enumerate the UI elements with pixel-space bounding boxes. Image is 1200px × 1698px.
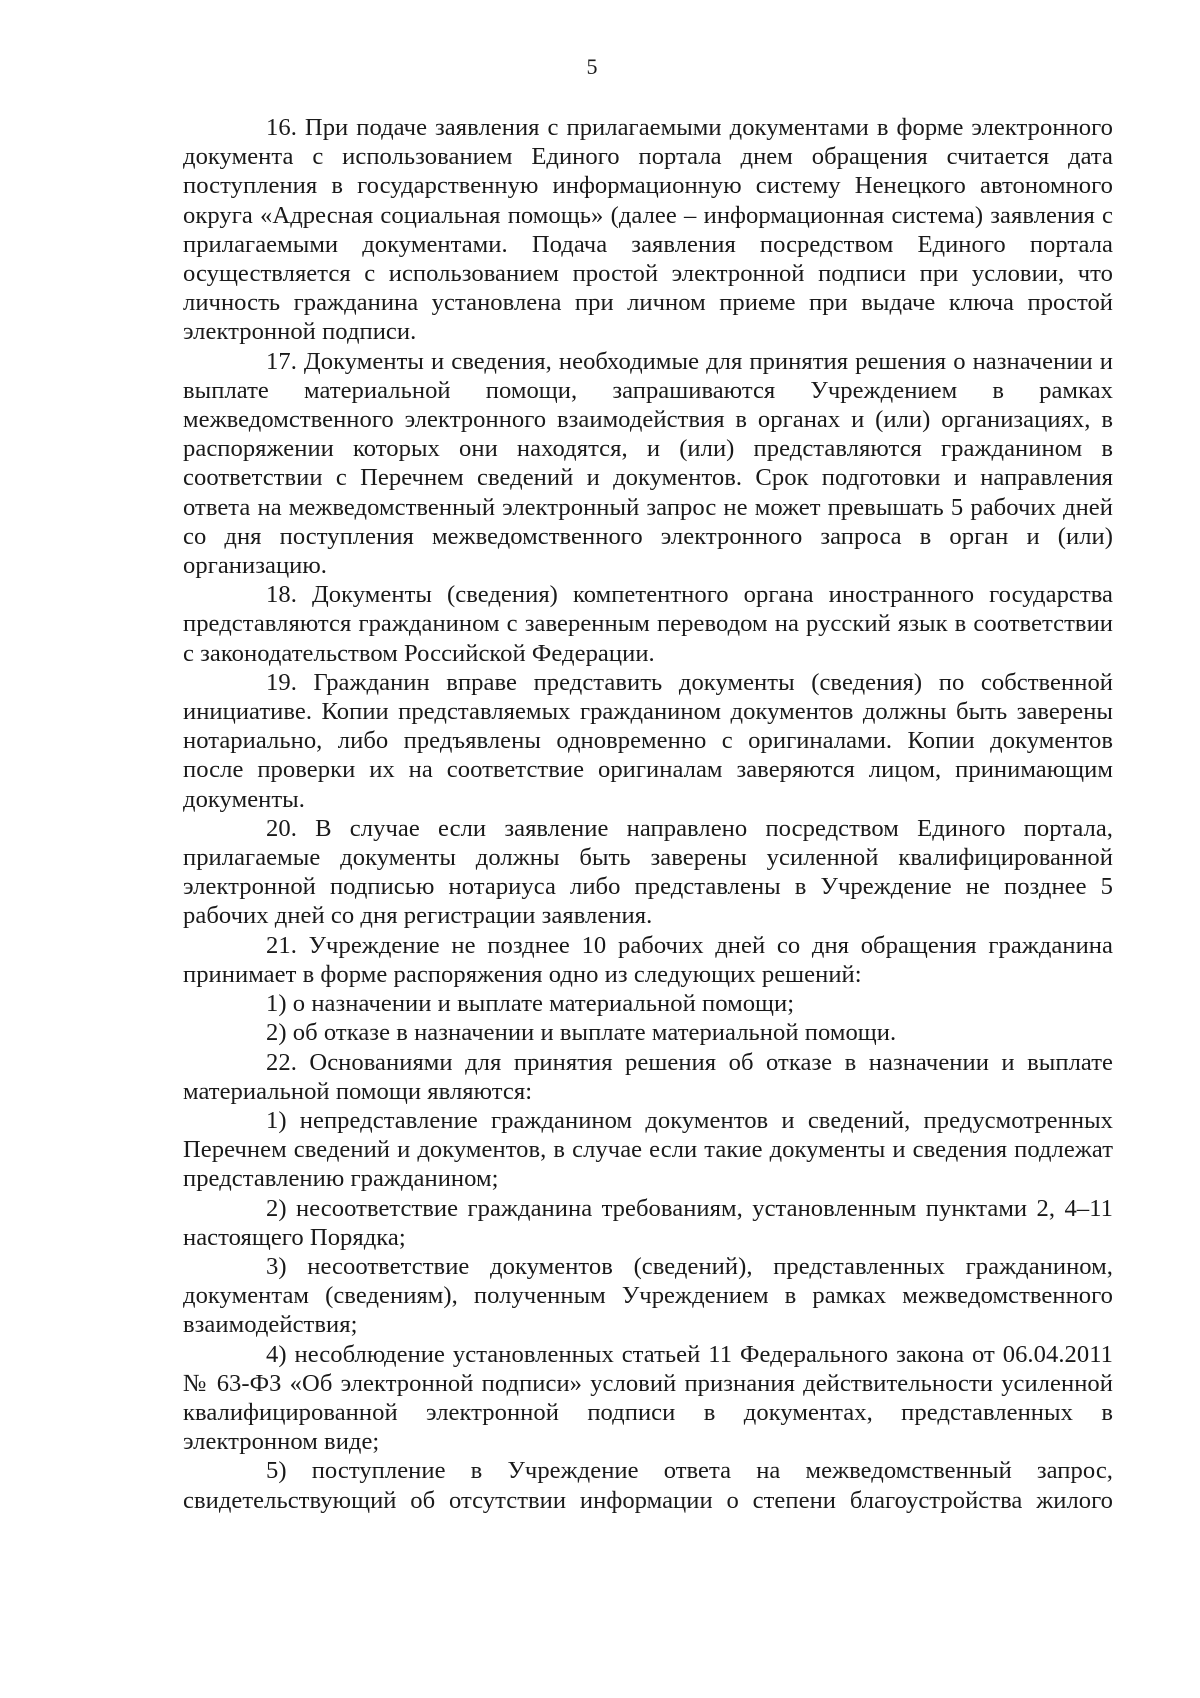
paragraph-21: 21. Учреждение не позднее 10 рабочих дней со дня обращения гражданина принимает в форме распоряжения одно из следующих решений: (183, 931, 1113, 988)
paragraph-22-item-3: 3) несоответствие документов (сведений), представленных гражданином, документам (сведениям), полученным Учреждением в рамках межведомственного взаимодействия; (183, 1252, 1113, 1339)
paragraph-22-item-2: 2) несоответствие гражданина требованиям, установленным пунктами 2, 4–11 настоящего Порядка; (183, 1194, 1113, 1251)
paragraph-21-item-2: 2) об отказе в назначении и выплате материальной помощи. (266, 1019, 897, 1047)
paragraph-20: 20. В случае если заявление направлено посредством Единого портала, прилагаемые документы должны быть заверены усиленной квалифицированной электронной подписью нотариуса либо представлены в Учреждение не позднее 5 рабочих дней со дня регистрации заявления. (183, 814, 1113, 930)
paragraph-18: 18. Документы (сведения) компетентного органа иностранного государства представляются гражданином с заверенным переводом на русский язык в соответствии с законодательством Российской Федерации. (183, 581, 1113, 667)
paragraph-22-item-5: 5) поступление в Учреждение ответа на межведомственный запрос, свидетельствующий об отсутствии информации о степени благоустройства жилого (183, 1457, 1113, 1514)
paragraph-17: 17. Документы и сведения, необходимые для принятия решения о назначении и выплате материальной помощи, запрашиваются Учреждением в рамках межведомственного электронного взаимодействия в органах и (или) организациях, в распоряжении которых они находятся, и (или) представляются гражданином в соответствии с Перечнем сведений и документов. Срок подготовки и направления ответа на межведомственный электронный запрос не может превышать 5 рабочих дней со дня поступления межведомственного электронного запроса в орган и (или) организацию. (183, 347, 1113, 580)
paragraph-22-item-4: 4) несоблюдение установленных статьей 11 Федерального закона от 06.04.2011 № 63-ФЗ «Об электронной подписи» условий признания действительности усиленной квалифицированной электронной подписи в документах, представленных в электронном виде; (183, 1340, 1113, 1456)
document-body (183, 113, 1113, 1515)
page-number: 5 (586, 54, 598, 79)
paragraph-21-item-1: 1) о назначении и выплате материальной помощи; (266, 990, 795, 1018)
paragraph-19: 19. Гражданин вправе представить документы (сведения) по собственной инициативе. Копии представляемых гражданином документов должны быть заверены нотариально, либо предъявлены одновременно с оригиналами. Копии документов после проверки их на соответствие оригиналам заверяются лицом, принимающим документы. (183, 668, 1113, 813)
paragraph-16: 16. При подаче заявления с прилагаемыми документами в форме электронного документа с использованием Единого портала днем обращения считается дата поступления в государственную информационную систему Ненецкого автономного округа «Адресная социальная помощь» (далее – информационная система) заявления с прилагаемыми документами. Подача заявления посредством Единого портала осуществляется с использованием простой электронной подписи при условии, что личность гражданина установлена при личном приеме при выдаче ключа простой электронной подписи. (183, 114, 1113, 346)
paragraph-22-item-1: 1) непредставление гражданином документов и сведений, предусмотренных Перечнем сведений и документов, в случае если такие документы и сведения подлежат представлению гражданином; (183, 1106, 1113, 1193)
paragraph-22: 22. Основаниями для принятия решения об отказе в назначении и выплате материальной помощи являются: (183, 1048, 1113, 1105)
